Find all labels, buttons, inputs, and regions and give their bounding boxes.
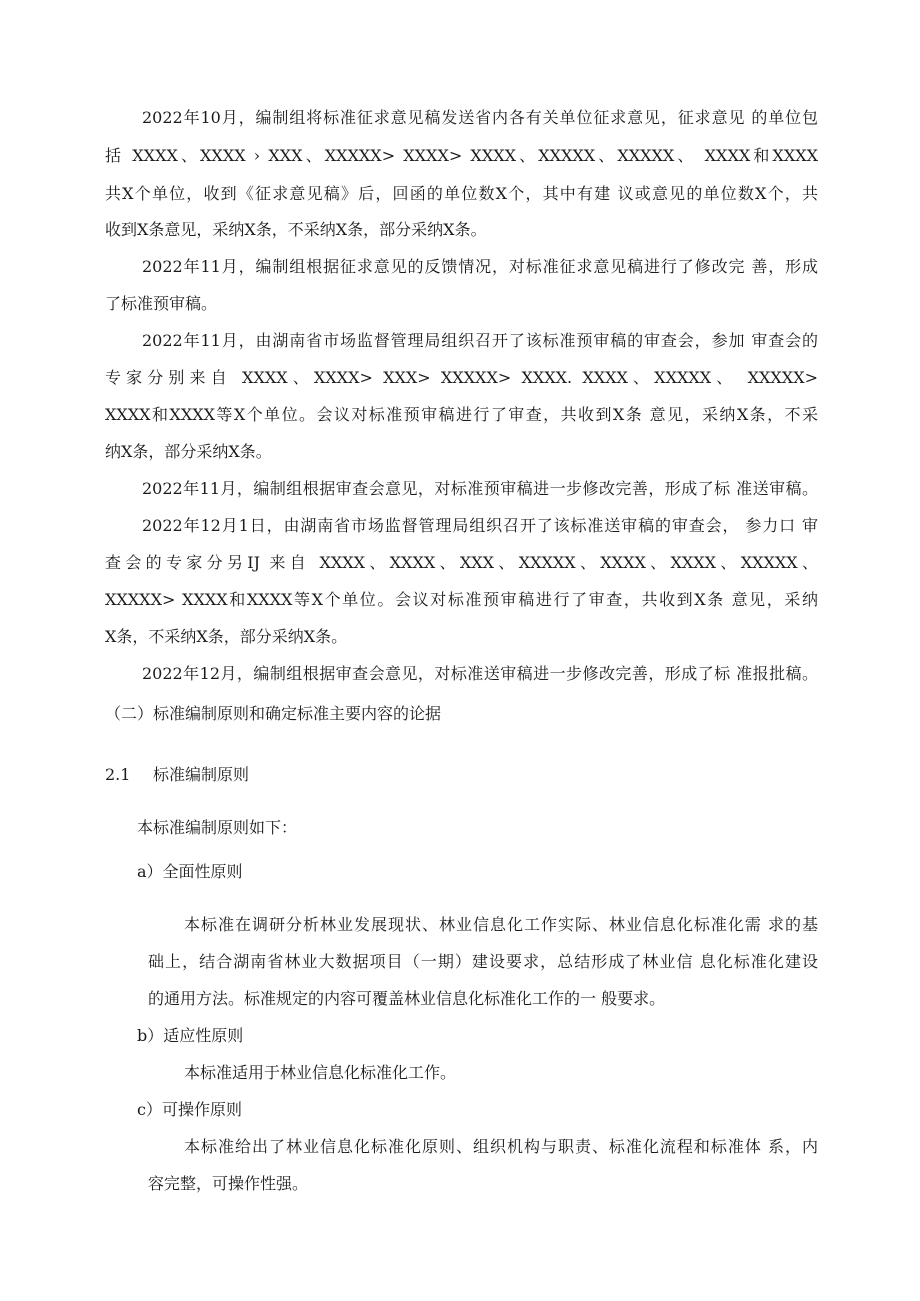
intro-text: 本标准编制原则如下：: [137, 818, 298, 837]
paragraph-line: XXXX和XXXX等X个单位。会议对标准预审稿进行了审查，共收到X条 意见，采纳X条，不采: [105, 405, 818, 424]
principle-line: 容完整，可操作性强。: [148, 1174, 309, 1193]
paragraph-line: 收到X条意见，采纳X条，不采纳X条，部分采纳X条。: [105, 220, 487, 239]
principle-label: b）适应性原则: [137, 1026, 244, 1045]
subsection-number: 2.1: [105, 765, 131, 784]
paragraph-line: 2022年11月，编制组根据审查会意见，对标准预审稿进一步修改完善，形成了标 准送审稿。: [142, 479, 818, 498]
paragraph-line: 2022年12月1日，由湖南省市场监督管理局组织召开了该标准送审稿的审查会， 参力口 审: [142, 516, 818, 535]
paragraph-line: 2022年10月，编制组将标准征求意见稿发送省内各有关单位征求意见，征求意见 的单位包: [142, 108, 818, 127]
paragraph-line: XXXXX> XXXX和XXXX等X个单位。会议对标准预审稿进行了审查，共收到X条 意见，采纳: [105, 590, 818, 609]
paragraph-line: 共X个单位，收到《征求意见稿》后，回函的单位数X个，其中有建 议或意见的单位数X个，共: [105, 184, 818, 203]
paragraph-line: 2022年12月，编制组根据审查会意见，对标准送审稿进一步修改完善，形成了标 准报批稿。: [142, 664, 818, 683]
paragraph-line: 专家分别来自 XXXX、XXXX> XXX> XXXXX> XXXX. XXXX、XXXXX、 XXXXX>: [105, 368, 818, 387]
paragraph-line: 括 XXXX、XXXX › XXX、XXXXX> XXXX> XXXX、XXXXX、XXXXX、 XXXX和XXXX: [105, 146, 818, 165]
paragraph-line: 纳X条，部分采纳X条。: [105, 442, 272, 461]
paragraph-line: 2022年11月，由湖南省市场监督管理局组织召开了该标准预审稿的审查会，参加 审查会的: [142, 331, 818, 350]
principle-label: c）可操作原则: [137, 1100, 242, 1119]
paragraph-line: X条，不采纳X条，部分采纳X条。: [105, 627, 348, 646]
principle-line: 本标准给出了林业信息化标准化原则、组织机构与职责、标准化流程和标准体 系，内: [184, 1137, 818, 1156]
subsection-title: 标准编制原则: [153, 765, 250, 784]
principle-line: 本标准适用于林业信息化标准化工作。: [184, 1063, 457, 1082]
principle-line: 础上，结合湖南省林业大数据项目（一期）建设要求，总结形成了林业信 息化标准化建设: [148, 952, 818, 971]
paragraph-line: 了标准预审稿。: [105, 294, 218, 313]
principle-line: 本标准在调研分析林业发展现状、林业信息化工作实际、林业信息化标准化需 求的基: [184, 915, 818, 934]
principle-label: a）全面性原则: [137, 862, 243, 881]
paragraph-line: 查会的专家分另IJ 来自 XXXX、XXXX、XXX、XXXXX、XXXX、XXXX、XXXXX、: [105, 553, 818, 572]
section-heading: （二）标准编制原则和确定标准主要内容的论据: [105, 704, 442, 723]
paragraph-line: 2022年11月，编制组根据征求意见的反馈情况，对标准征求意见稿进行了修改完 善，形成: [142, 257, 818, 276]
principle-line: 的通用方法。标准规定的内容可覆盖林业信息化标准化工作的一 般要求。: [148, 989, 666, 1008]
